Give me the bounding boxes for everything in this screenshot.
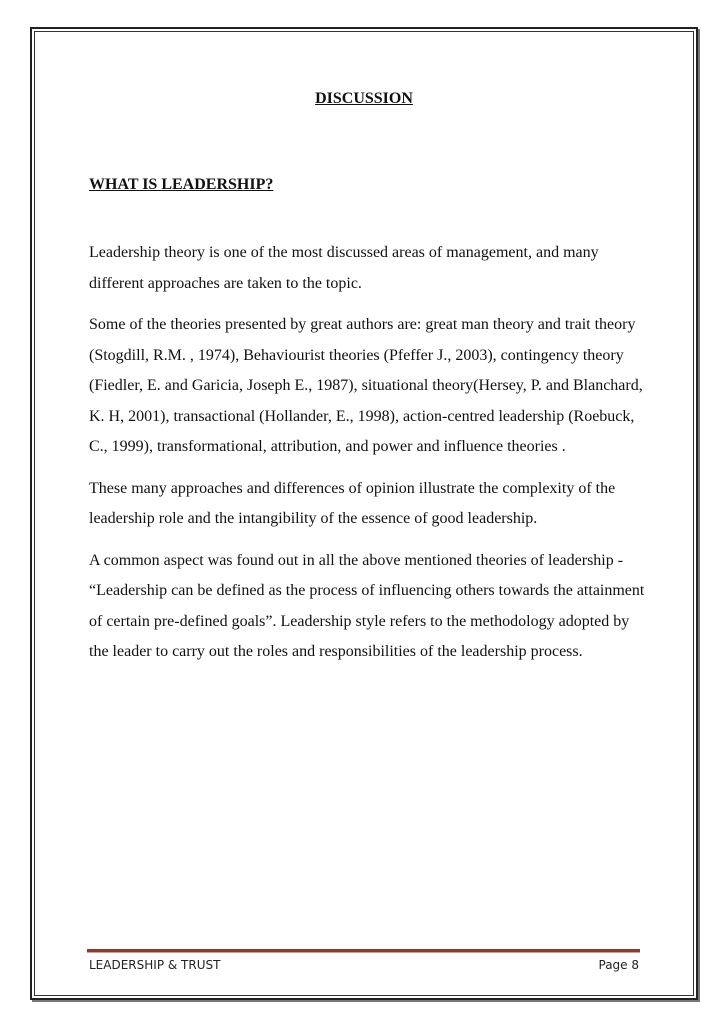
page-title (0, 90, 728, 108)
body-text (89, 238, 649, 679)
paragraph-1: Leadership theory is one of the most discussed areas of management, and many different approaches are taken to the topic. (89, 244, 599, 292)
paragraph-2: Some of the theories presented by great authors are: great man theory and trait theory (Stogdill, R.M. , 1974), Behaviourist theories (Pfeffer J., 2003), contingency theory (Fiedler, E. and Garicia, Joseph E., 1987), situational theory(Hersey, P. and Blanchard, K. H, 2001), transactional (Hollander, E., 1998), action-centred leadership (Roebuck, C., 1999), transformational, attribution, and power and influence theories . (89, 316, 643, 455)
paragraph-3: These many approaches and differences of opinion illustrate the complexity of the leadership role and the intangibility of the essence of good leadership. (89, 479, 616, 527)
footer-document-title: LEADERSHIP & TRUST (89, 958, 221, 972)
page-title-text: DISCUSSION (315, 90, 413, 107)
footer-divider (87, 949, 640, 953)
section-heading: WHAT IS LEADERSHIP? (89, 176, 274, 193)
paragraph-4: A common aspect was found out in all the above mentioned theories of leadership - “Leadership can be defined as the process of influencing others towards the attainment of certain pre-defined goals”. Leadership style refers to the methodology adopted by the leader to carry out the roles and responsibilities of the leadership process. (89, 551, 645, 660)
footer-page-number: Page 8 (598, 958, 639, 972)
